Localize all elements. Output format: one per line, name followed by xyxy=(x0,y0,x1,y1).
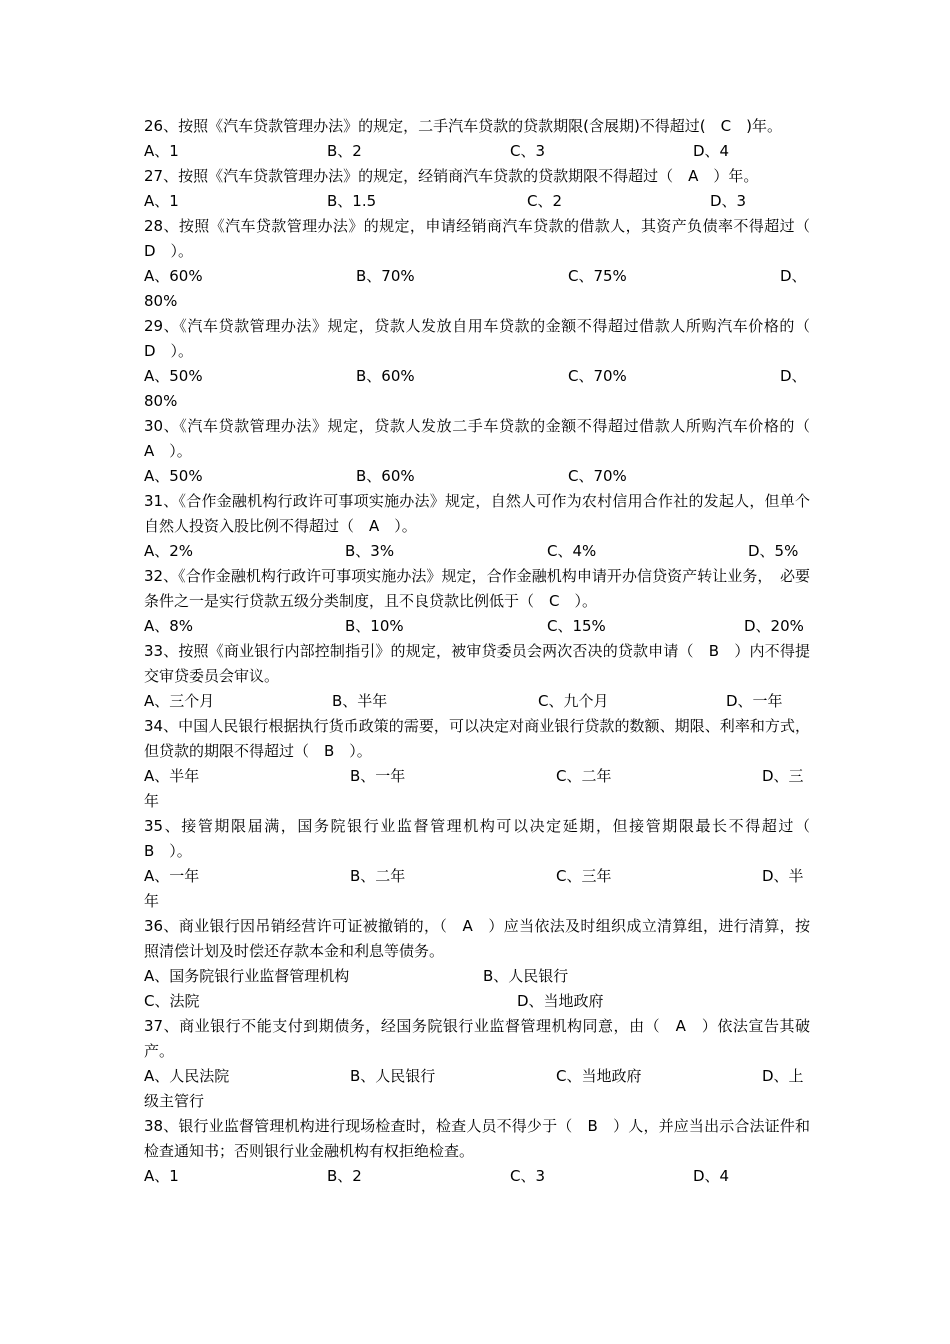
option-c: C、3 xyxy=(510,142,546,160)
option-b: B、人民银行 xyxy=(483,967,569,985)
option-d-wrap: 80% xyxy=(144,392,178,410)
question-37 xyxy=(144,1014,810,1114)
options-row xyxy=(144,1164,810,1189)
option-c: C、当地政府 xyxy=(556,1067,642,1085)
option-d: D、4 xyxy=(693,142,730,160)
question-text: 34、中国人民银行根据执行货币政策的需要，可以决定对商业银行贷款的数额、期限、利率和方式，但贷款的期限不得超过（ B ）。 xyxy=(144,717,810,760)
question-text: 38、银行业监督管理机构进行现场检查时，检查人员不得少于（ B ）人，并应当出示合法证件和检查通知书；否则银行业金融机构有权拒绝检查。 xyxy=(144,1117,810,1160)
option-b: B、1.5 xyxy=(327,192,377,210)
options-row xyxy=(144,689,810,714)
option-b: B、3% xyxy=(345,542,395,560)
option-a: A、半年 xyxy=(144,767,200,785)
question-text: 26、按照《汽车贷款管理办法》的规定，二手汽车贷款的贷款期限(含展期)不得超过( C )年。 xyxy=(144,117,782,135)
exam-page xyxy=(144,114,826,1189)
option-b: B、半年 xyxy=(332,692,388,710)
option-d: D、上 xyxy=(762,1067,804,1085)
option-a: A、1 xyxy=(144,192,179,210)
option-a: A、人民法院 xyxy=(144,1067,230,1085)
question-33 xyxy=(144,639,810,714)
question-27 xyxy=(144,164,810,214)
option-c: C、法院 xyxy=(144,992,200,1010)
option-a: A、60% xyxy=(144,267,203,285)
option-b: B、2 xyxy=(327,142,362,160)
question-text: 31、《合作金融机构行政许可事项实施办法》规定，自然人可作为农村信用合作社的发起人，但单个自然人投资入股比例不得超过（ A ）。 xyxy=(144,492,810,535)
option-c: C、4% xyxy=(547,542,597,560)
option-a: A、1 xyxy=(144,142,179,160)
option-d-wrap: 年 xyxy=(144,892,160,910)
question-38 xyxy=(144,1114,810,1189)
options-row xyxy=(144,139,810,164)
options-row xyxy=(144,464,810,489)
question-text: 37、商业银行不能支付到期债务，经国务院银行业监督管理机构同意，由（ A ）依法宣告其破产。 xyxy=(144,1017,810,1060)
option-d: D、半 xyxy=(762,867,804,885)
option-a: A、一年 xyxy=(144,867,200,885)
question-32 xyxy=(144,564,810,639)
question-text: 35、接管期限届满，国务院银行业监督管理机构可以决定延期，但接管期限最长不得超过（ B ）。 xyxy=(144,817,826,860)
option-c: C、70% xyxy=(568,367,627,385)
option-b: B、一年 xyxy=(350,767,406,785)
question-text: 30、《汽车贷款管理办法》规定，贷款人发放二手车贷款的金额不得超过借款人所购汽车价格的（ A ）。 xyxy=(144,417,826,460)
question-text: 36、商业银行因吊销经营许可证被撤销的，（ A ）应当依法及时组织成立清算组，进行清算，按照清偿计划及时偿还存款本金和利息等债务。 xyxy=(144,917,810,960)
option-c: C、75% xyxy=(568,267,627,285)
question-text: 28、按照《汽车贷款管理办法》的规定，申请经销商汽车贷款的借款人，其资产负债率不得超过（ D ）。 xyxy=(144,217,826,260)
options-row xyxy=(144,1064,810,1089)
option-a: A、50% xyxy=(144,467,203,485)
option-d: D、一年 xyxy=(726,692,783,710)
question-29 xyxy=(144,314,826,414)
option-d: D、4 xyxy=(693,1167,730,1185)
option-b: B、人民银行 xyxy=(350,1067,436,1085)
option-b: B、二年 xyxy=(350,867,406,885)
option-a: A、国务院银行业监督管理机构 xyxy=(144,967,350,985)
option-c: C、70% xyxy=(568,467,627,485)
option-c: C、15% xyxy=(547,617,606,635)
options-row xyxy=(144,539,810,564)
option-d: D、20% xyxy=(744,617,804,635)
question-30 xyxy=(144,414,826,489)
question-35 xyxy=(144,814,826,914)
option-d: D、当地政府 xyxy=(517,992,604,1010)
question-28 xyxy=(144,214,826,314)
option-c: C、3 xyxy=(510,1167,546,1185)
option-c: C、二年 xyxy=(556,767,612,785)
option-d: D、3 xyxy=(710,192,747,210)
options-row xyxy=(144,764,810,789)
options-row xyxy=(144,989,810,1014)
question-34 xyxy=(144,714,810,814)
question-text: 32、《合作金融机构行政许可事项实施办法》规定，合作金融机构申请开办信贷资产转让业务， 必要条件之一是实行贷款五级分类制度，且不良贷款比例低于（ C ）。 xyxy=(144,567,810,610)
option-d-wrap: 80% xyxy=(144,292,178,310)
options-row xyxy=(144,864,810,889)
options-row xyxy=(144,614,810,639)
option-a: A、2% xyxy=(144,542,194,560)
question-26 xyxy=(144,114,810,164)
option-d-wrap: 年 xyxy=(144,792,160,810)
question-text: 29、《汽车贷款管理办法》规定，贷款人发放自用车贷款的金额不得超过借款人所购汽车价格的（ D ）。 xyxy=(144,317,826,360)
option-b: B、10% xyxy=(345,617,404,635)
options-row xyxy=(144,364,810,389)
question-36 xyxy=(144,914,810,1014)
options-row xyxy=(144,964,810,989)
question-text: 33、按照《商业银行内部控制指引》的规定，被审贷委员会两次否决的贷款申请（ B ）内不得提交审贷委员会审议。 xyxy=(144,642,810,685)
option-c: C、2 xyxy=(527,192,563,210)
question-text: 27、按照《汽车贷款管理办法》的规定，经销商汽车贷款的贷款期限不得超过（ A ）年。 xyxy=(144,167,759,185)
option-a: A、50% xyxy=(144,367,203,385)
option-c: C、九个月 xyxy=(538,692,609,710)
option-c: C、三年 xyxy=(556,867,612,885)
option-d: D、 xyxy=(780,367,807,385)
option-b: B、60% xyxy=(356,367,415,385)
options-row xyxy=(144,189,810,214)
option-d: D、 xyxy=(780,267,807,285)
option-d-wrap: 级主管行 xyxy=(144,1092,205,1110)
option-b: B、60% xyxy=(356,467,415,485)
option-a: A、三个月 xyxy=(144,692,215,710)
option-a: A、1 xyxy=(144,1167,179,1185)
option-a: A、8% xyxy=(144,617,194,635)
question-31 xyxy=(144,489,810,564)
option-d: D、三 xyxy=(762,767,804,785)
option-b: B、70% xyxy=(356,267,415,285)
option-b: B、2 xyxy=(327,1167,362,1185)
options-row xyxy=(144,264,810,289)
option-d: D、5% xyxy=(748,542,799,560)
